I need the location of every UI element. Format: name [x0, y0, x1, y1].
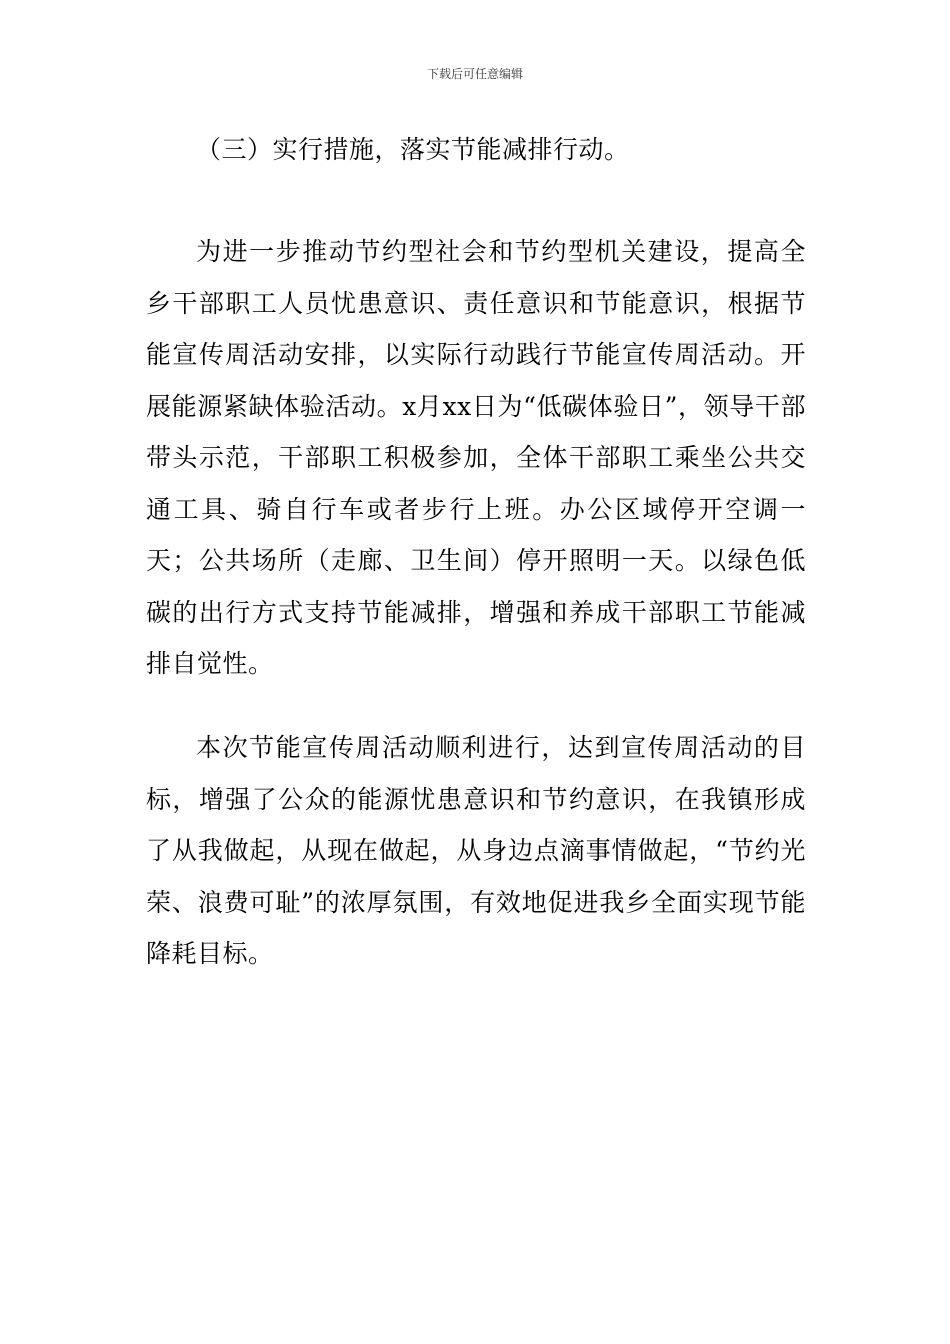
- section-heading: （三）实行措施，落实节能减排行动。: [196, 135, 630, 164]
- paragraph-1: 为进一步推动节约型社会和节约型机关建设，提高全乡干部职工人员忧患意识、责任意识和节能意识，根据节能宣传周活动安排，以实际行动践行节能宣传周活动。开展能源紧缺体验活动。x月xx日为“低碳体验日”，领导干部带头示范，干部职工积极参加，全体干部职工乘坐公共交通工具、骑自行车或者步行上班。办公区域停开空调一天；公共场所（走廊、卫生间）停开照明一天。以绿色低碳的出行方式支持节能减排，增强和养成干部职工节能减排自觉性。: [146, 237, 806, 678]
- page-header-note: 下载后可任意编辑: [426, 67, 523, 81]
- paragraph-2: 本次节能宣传周活动顺利进行，达到宣传周活动的目标，增强了公众的能源忧患意识和节约意识，在我镇形成了从我做起，从现在做起，从身边点滴事情做起，“节约光荣、浪费可耻”的浓厚氛围，有效地促进我乡全面实现节能降耗目标。: [146, 733, 806, 968]
